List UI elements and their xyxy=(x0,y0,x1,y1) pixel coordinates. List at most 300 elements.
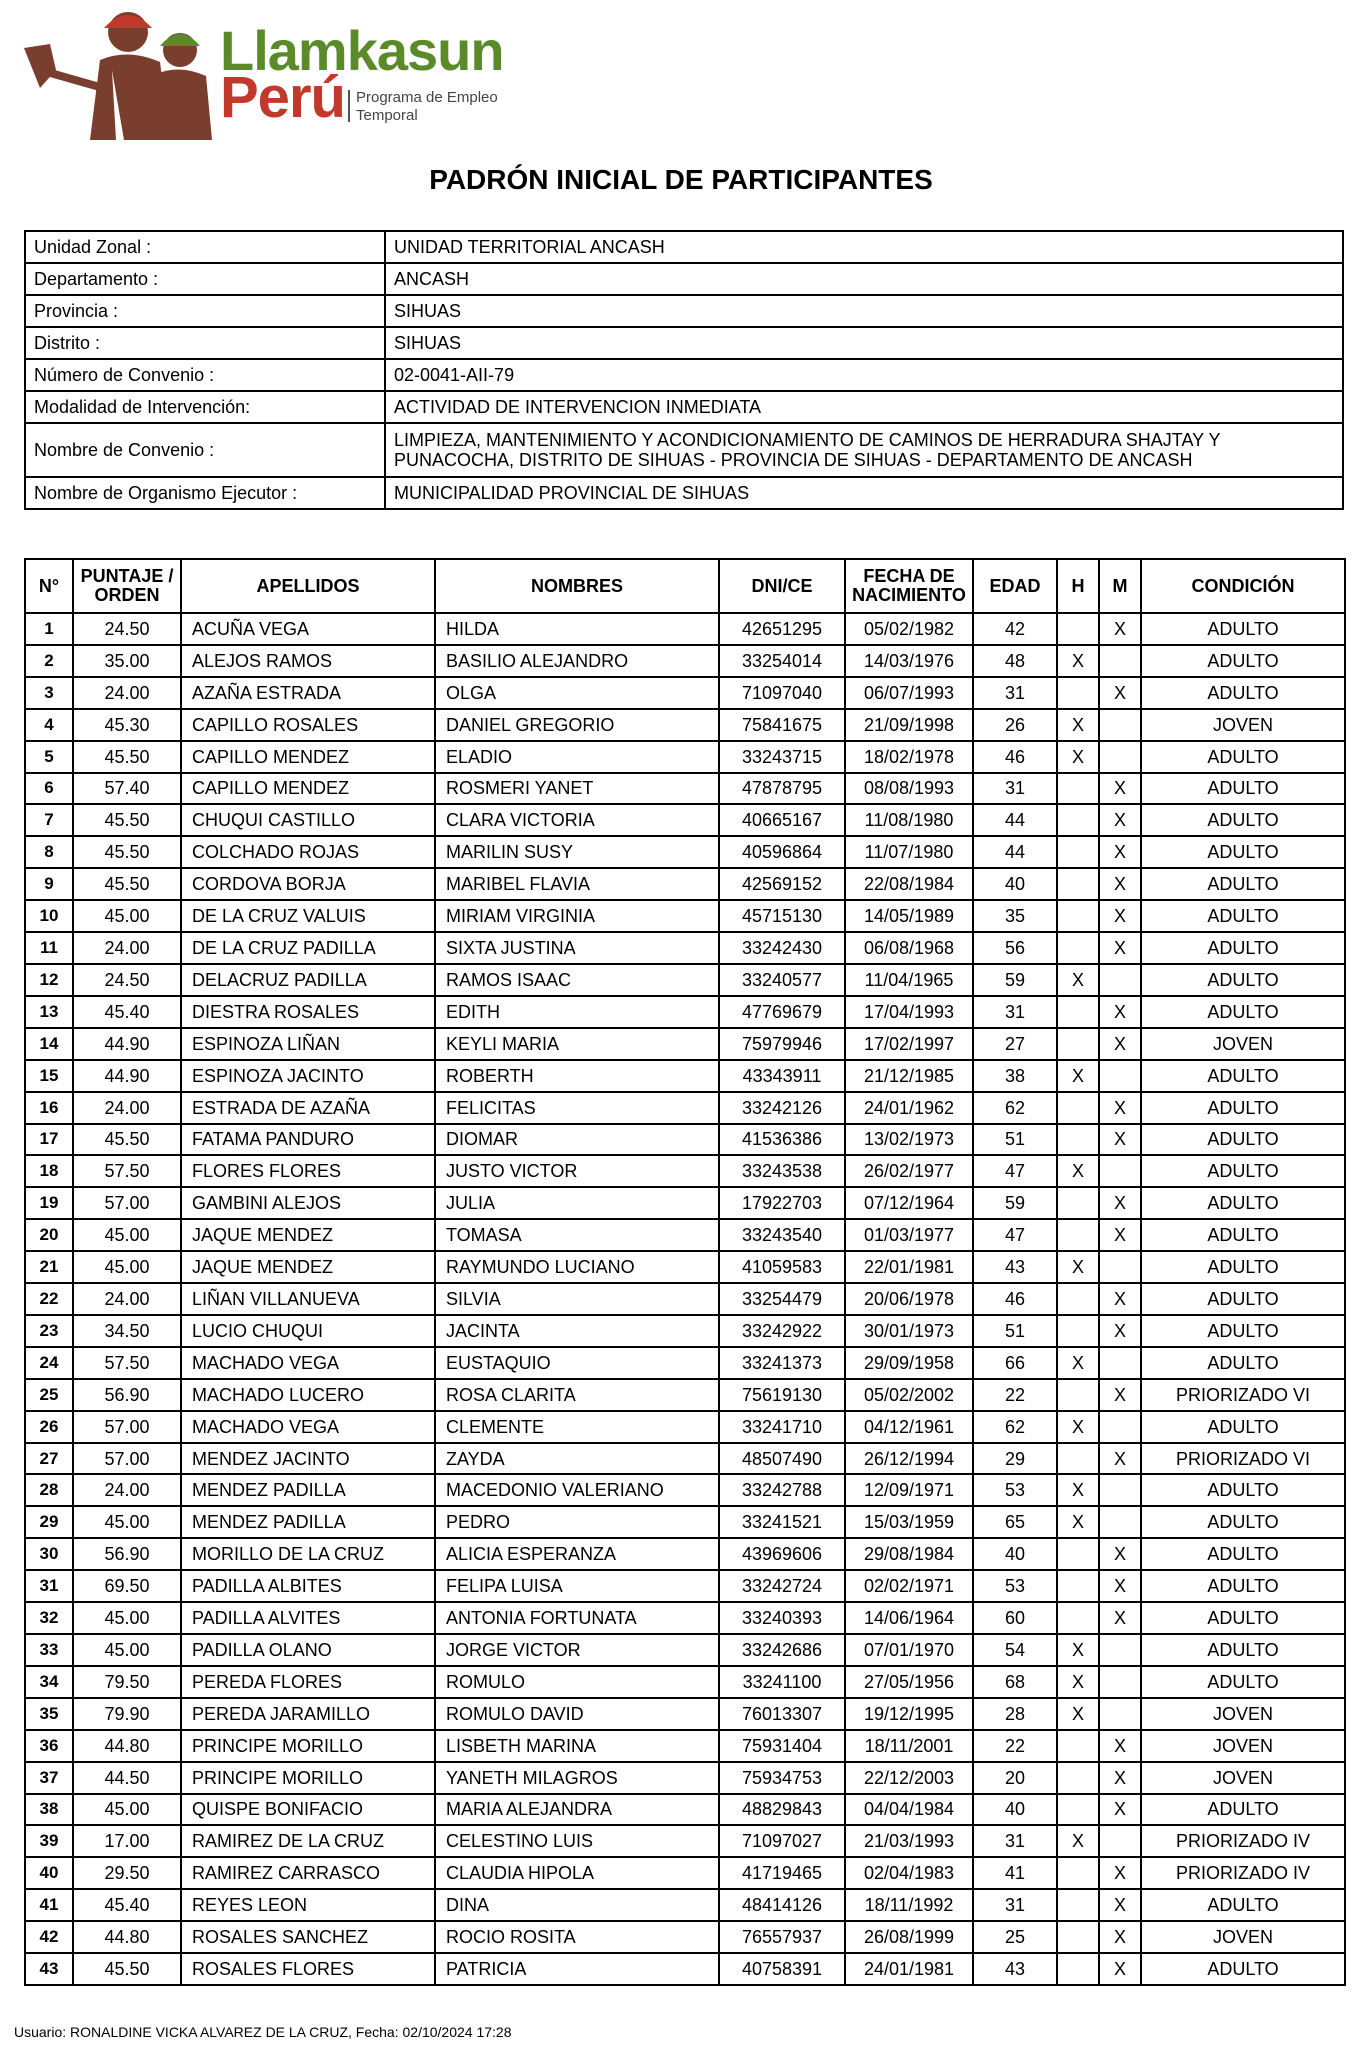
table-cell: ADULTO xyxy=(1141,1889,1345,1921)
table-cell: 7 xyxy=(25,804,73,836)
table-cell: 26/02/1977 xyxy=(845,1155,973,1187)
table-cell: 48 xyxy=(973,645,1057,677)
table-cell: JUSTO VICTOR xyxy=(435,1155,719,1187)
table-cell: X xyxy=(1099,836,1141,868)
table-cell: PEDRO xyxy=(435,1506,719,1538)
table-row xyxy=(25,1794,1345,1826)
table-cell: 24 xyxy=(25,1347,73,1379)
table-cell: 18/11/1992 xyxy=(845,1889,973,1921)
table-cell xyxy=(1057,868,1099,900)
table-cell xyxy=(1057,1379,1099,1411)
table-cell: ADULTO xyxy=(1141,1570,1345,1602)
table-cell xyxy=(1099,1825,1141,1857)
table-row xyxy=(25,932,1345,964)
table-cell: JAQUE MENDEZ xyxy=(181,1219,435,1251)
table-cell: ROSALES SANCHEZ xyxy=(181,1921,435,1953)
table-cell: 43 xyxy=(973,1953,1057,1985)
table-cell: PEREDA JARAMILLO xyxy=(181,1698,435,1730)
table-cell: 51 xyxy=(973,1124,1057,1156)
table-cell: 24.50 xyxy=(73,613,181,645)
table-cell xyxy=(1099,741,1141,773)
table-cell: 33242686 xyxy=(719,1634,845,1666)
table-row xyxy=(25,1634,1345,1666)
table-cell: ALICIA ESPERANZA xyxy=(435,1538,719,1570)
table-cell: 40 xyxy=(973,1538,1057,1570)
table-cell xyxy=(1057,1124,1099,1156)
table-cell: 12 xyxy=(25,964,73,996)
table-cell: X xyxy=(1057,1698,1099,1730)
table-row xyxy=(25,1347,1345,1379)
table-cell: LUCIO CHUQUI xyxy=(181,1315,435,1347)
table-cell: X xyxy=(1057,1155,1099,1187)
table-cell: 24.00 xyxy=(73,932,181,964)
table-cell: 35.00 xyxy=(73,645,181,677)
table-cell: 47769679 xyxy=(719,996,845,1028)
table-cell xyxy=(1057,1762,1099,1794)
table-cell: 41059583 xyxy=(719,1251,845,1283)
participants-table xyxy=(24,558,1346,1986)
table-row xyxy=(25,1283,1345,1315)
column-header: DNI/CE xyxy=(719,559,845,613)
table-cell: LIÑAN VILLANUEVA xyxy=(181,1283,435,1315)
table-cell: ADULTO xyxy=(1141,677,1345,709)
table-row xyxy=(25,1538,1345,1570)
table-cell: 8 xyxy=(25,836,73,868)
table-cell: MENDEZ PADILLA xyxy=(181,1506,435,1538)
table-cell: ADULTO xyxy=(1141,1315,1345,1347)
footer-user-timestamp: Usuario: RONALDINE VICKA ALVAREZ DE LA CRUZ, Fecha: 02/10/2024 17:28 xyxy=(14,2024,512,2040)
table-cell: 06/07/1993 xyxy=(845,677,973,709)
table-row xyxy=(25,1124,1345,1156)
table-cell: PATRICIA xyxy=(435,1953,719,1985)
table-cell: X xyxy=(1099,1283,1141,1315)
table-cell: X xyxy=(1099,1602,1141,1634)
table-cell: 38 xyxy=(973,1060,1057,1092)
table-cell: X xyxy=(1099,1124,1141,1156)
info-value: UNIDAD TERRITORIAL ANCASH xyxy=(385,231,1343,263)
table-cell: 22/12/2003 xyxy=(845,1762,973,1794)
table-cell: CAPILLO MENDEZ xyxy=(181,741,435,773)
table-cell: 10 xyxy=(25,900,73,932)
table-cell: 33 xyxy=(25,1634,73,1666)
table-cell: 27 xyxy=(25,1443,73,1475)
table-cell: X xyxy=(1099,613,1141,645)
table-row xyxy=(25,645,1345,677)
table-cell: 22 xyxy=(25,1283,73,1315)
table-row xyxy=(25,1219,1345,1251)
table-cell: 45.50 xyxy=(73,1953,181,1985)
table-cell: 71097027 xyxy=(719,1825,845,1857)
table-cell: JOVEN xyxy=(1141,1698,1345,1730)
table-cell xyxy=(1057,996,1099,1028)
table-cell xyxy=(1099,964,1141,996)
table-cell: 18 xyxy=(25,1155,73,1187)
table-row xyxy=(25,1857,1345,1889)
table-cell: 1 xyxy=(25,613,73,645)
table-cell: 12/09/1971 xyxy=(845,1474,973,1506)
table-cell: 14/06/1964 xyxy=(845,1602,973,1634)
table-cell: 6 xyxy=(25,773,73,805)
table-cell: 23 xyxy=(25,1315,73,1347)
table-cell xyxy=(1057,1092,1099,1124)
table-cell: X xyxy=(1057,1634,1099,1666)
table-cell: ADULTO xyxy=(1141,1251,1345,1283)
table-cell: 21 xyxy=(25,1251,73,1283)
table-cell xyxy=(1057,1219,1099,1251)
table-cell: LISBETH MARINA xyxy=(435,1730,719,1762)
table-cell: 31 xyxy=(973,996,1057,1028)
table-cell: 17 xyxy=(25,1124,73,1156)
table-cell: 45.00 xyxy=(73,1251,181,1283)
table-cell: 33242788 xyxy=(719,1474,845,1506)
table-cell: ADULTO xyxy=(1141,804,1345,836)
table-row xyxy=(25,1443,1345,1475)
table-cell: 05/02/1982 xyxy=(845,613,973,645)
table-cell: 48414126 xyxy=(719,1889,845,1921)
table-cell: ROMULO DAVID xyxy=(435,1698,719,1730)
logo-separator xyxy=(348,90,350,122)
table-cell: ROSMERI YANET xyxy=(435,773,719,805)
table-cell: 26 xyxy=(25,1411,73,1443)
table-cell: 56 xyxy=(973,932,1057,964)
table-cell xyxy=(1099,1698,1141,1730)
agreement-info-table xyxy=(24,230,1344,510)
table-cell: ADULTO xyxy=(1141,964,1345,996)
table-cell: X xyxy=(1099,1762,1141,1794)
table-cell: CHUQUI CASTILLO xyxy=(181,804,435,836)
table-cell: 57.00 xyxy=(73,1443,181,1475)
table-cell: 9 xyxy=(25,868,73,900)
table-row xyxy=(25,773,1345,805)
column-header: PUNTAJE / ORDEN xyxy=(73,559,181,613)
table-cell: 40 xyxy=(973,1794,1057,1826)
table-cell: CLEMENTE xyxy=(435,1411,719,1443)
table-cell: 47 xyxy=(973,1155,1057,1187)
table-cell: 47 xyxy=(973,1219,1057,1251)
table-cell: 45.00 xyxy=(73,1506,181,1538)
table-cell: 25 xyxy=(973,1921,1057,1953)
table-cell: BASILIO ALEJANDRO xyxy=(435,645,719,677)
table-cell: ADULTO xyxy=(1141,868,1345,900)
table-row xyxy=(25,1762,1345,1794)
table-cell: X xyxy=(1099,804,1141,836)
table-cell xyxy=(1099,1474,1141,1506)
table-cell: CAPILLO MENDEZ xyxy=(181,773,435,805)
table-cell: 47878795 xyxy=(719,773,845,805)
table-cell: X xyxy=(1099,996,1141,1028)
table-cell: 43969606 xyxy=(719,1538,845,1570)
table-cell: MORILLO DE LA CRUZ xyxy=(181,1538,435,1570)
table-row xyxy=(25,1602,1345,1634)
column-header: CONDICIÓN xyxy=(1141,559,1345,613)
table-cell: ESTRADA DE AZAÑA xyxy=(181,1092,435,1124)
table-row xyxy=(25,1730,1345,1762)
table-cell: 33254014 xyxy=(719,645,845,677)
table-cell: ADULTO xyxy=(1141,741,1345,773)
table-cell: CORDOVA BORJA xyxy=(181,868,435,900)
table-cell xyxy=(1099,1347,1141,1379)
program-logo xyxy=(20,0,520,145)
table-cell: X xyxy=(1099,868,1141,900)
table-cell: ADULTO xyxy=(1141,1602,1345,1634)
table-cell: FLORES FLORES xyxy=(181,1155,435,1187)
table-cell: MACHADO LUCERO xyxy=(181,1379,435,1411)
table-cell: 41536386 xyxy=(719,1124,845,1156)
table-cell: PRIORIZADO VI xyxy=(1141,1443,1345,1475)
info-row xyxy=(25,391,1343,423)
column-header: EDAD xyxy=(973,559,1057,613)
table-cell: ESPINOZA LIÑAN xyxy=(181,1028,435,1060)
table-cell: TOMASA xyxy=(435,1219,719,1251)
table-cell: 45.50 xyxy=(73,1124,181,1156)
table-cell: 44.50 xyxy=(73,1762,181,1794)
table-cell: ROMULO xyxy=(435,1666,719,1698)
table-row xyxy=(25,1028,1345,1060)
table-row xyxy=(25,804,1345,836)
table-cell: 28 xyxy=(25,1474,73,1506)
table-cell: 15 xyxy=(25,1060,73,1092)
table-cell: 13 xyxy=(25,996,73,1028)
table-cell: 75841675 xyxy=(719,709,845,741)
table-cell xyxy=(1057,1570,1099,1602)
table-cell: SIXTA JUSTINA xyxy=(435,932,719,964)
table-row xyxy=(25,996,1345,1028)
table-cell: 2 xyxy=(25,645,73,677)
table-cell: JOVEN xyxy=(1141,1921,1345,1953)
table-cell: 4 xyxy=(25,709,73,741)
table-cell: RAMIREZ CARRASCO xyxy=(181,1857,435,1889)
table-row xyxy=(25,1825,1345,1857)
table-cell xyxy=(1099,1155,1141,1187)
table-row xyxy=(25,1411,1345,1443)
table-cell: EDITH xyxy=(435,996,719,1028)
table-cell: 24/01/1962 xyxy=(845,1092,973,1124)
table-row xyxy=(25,1570,1345,1602)
table-cell: 21/03/1993 xyxy=(845,1825,973,1857)
table-cell: 62 xyxy=(973,1411,1057,1443)
logo-wordmark-llamkasun: Llamkasun xyxy=(220,19,504,82)
table-row xyxy=(25,1187,1345,1219)
table-cell: 79.90 xyxy=(73,1698,181,1730)
table-cell: X xyxy=(1099,932,1141,964)
table-cell: 31 xyxy=(973,773,1057,805)
table-cell: DELACRUZ PADILLA xyxy=(181,964,435,996)
info-row xyxy=(25,327,1343,359)
table-cell xyxy=(1099,1251,1141,1283)
table-cell: 30/01/1973 xyxy=(845,1315,973,1347)
table-row xyxy=(25,1092,1345,1124)
table-cell: 05/02/2002 xyxy=(845,1379,973,1411)
table-cell: COLCHADO ROJAS xyxy=(181,836,435,868)
table-cell: PADILLA ALBITES xyxy=(181,1570,435,1602)
table-cell: ADULTO xyxy=(1141,1474,1345,1506)
table-cell: 31 xyxy=(973,1825,1057,1857)
table-cell xyxy=(1057,773,1099,805)
table-cell: REYES LEON xyxy=(181,1889,435,1921)
table-cell: 31 xyxy=(973,677,1057,709)
table-cell: 57.00 xyxy=(73,1411,181,1443)
info-value: 02-0041-AII-79 xyxy=(385,359,1343,391)
table-row xyxy=(25,613,1345,645)
table-cell: 44 xyxy=(973,804,1057,836)
column-header: H xyxy=(1057,559,1099,613)
table-cell: 59 xyxy=(973,964,1057,996)
table-cell: JAQUE MENDEZ xyxy=(181,1251,435,1283)
table-cell: ADULTO xyxy=(1141,1538,1345,1570)
table-row xyxy=(25,900,1345,932)
table-cell: 44 xyxy=(973,836,1057,868)
table-cell: RAMOS ISAAC xyxy=(435,964,719,996)
table-cell: 11 xyxy=(25,932,73,964)
table-cell: PADILLA OLANO xyxy=(181,1634,435,1666)
table-cell xyxy=(1057,1857,1099,1889)
table-cell: 57.00 xyxy=(73,1187,181,1219)
table-cell: X xyxy=(1057,1411,1099,1443)
table-cell xyxy=(1099,1506,1141,1538)
table-cell: MARILIN SUSY xyxy=(435,836,719,868)
table-cell: 30 xyxy=(25,1538,73,1570)
table-cell: PRIORIZADO IV xyxy=(1141,1857,1345,1889)
table-cell: PADILLA ALVITES xyxy=(181,1602,435,1634)
table-row xyxy=(25,836,1345,868)
table-cell: X xyxy=(1057,645,1099,677)
table-cell: ADULTO xyxy=(1141,645,1345,677)
table-cell: 36 xyxy=(25,1730,73,1762)
table-cell: ADULTO xyxy=(1141,613,1345,645)
table-cell: ROSA CLARITA xyxy=(435,1379,719,1411)
table-cell: 14/03/1976 xyxy=(845,645,973,677)
table-cell: JORGE VICTOR xyxy=(435,1634,719,1666)
table-cell: JOVEN xyxy=(1141,709,1345,741)
table-cell: CAPILLO ROSALES xyxy=(181,709,435,741)
table-cell xyxy=(1057,1889,1099,1921)
table-cell: MARIA ALEJANDRA xyxy=(435,1794,719,1826)
table-cell: MENDEZ JACINTO xyxy=(181,1443,435,1475)
table-cell: 17/02/1997 xyxy=(845,1028,973,1060)
page-title: PADRÓN INICIAL DE PARTICIPANTES xyxy=(429,164,933,195)
table-cell: DE LA CRUZ PADILLA xyxy=(181,932,435,964)
logo-subtitle-line2: Temporal xyxy=(356,107,418,124)
table-cell: 24.50 xyxy=(73,964,181,996)
table-cell: 57.40 xyxy=(73,773,181,805)
table-cell: 02/04/1983 xyxy=(845,1857,973,1889)
table-cell: 22 xyxy=(973,1379,1057,1411)
table-cell: 45.40 xyxy=(73,996,181,1028)
table-cell: ADULTO xyxy=(1141,1347,1345,1379)
table-cell: 40596864 xyxy=(719,836,845,868)
table-cell: ROCIO ROSITA xyxy=(435,1921,719,1953)
table-cell: 31 xyxy=(25,1570,73,1602)
table-cell: 51 xyxy=(973,1315,1057,1347)
table-cell: 75979946 xyxy=(719,1028,845,1060)
table-cell: PEREDA FLORES xyxy=(181,1666,435,1698)
table-cell: RAMIREZ DE LA CRUZ xyxy=(181,1825,435,1857)
table-cell: 21/09/1998 xyxy=(845,709,973,741)
table-cell xyxy=(1099,709,1141,741)
table-cell xyxy=(1057,1028,1099,1060)
table-cell: ESPINOZA JACINTO xyxy=(181,1060,435,1092)
table-cell xyxy=(1057,804,1099,836)
table-cell xyxy=(1057,1187,1099,1219)
table-cell: 20 xyxy=(973,1762,1057,1794)
table-cell: 43 xyxy=(973,1251,1057,1283)
table-cell: X xyxy=(1057,964,1099,996)
table-cell: MENDEZ PADILLA xyxy=(181,1474,435,1506)
table-cell: 57.50 xyxy=(73,1347,181,1379)
table-cell: 45.50 xyxy=(73,836,181,868)
table-cell: 57.50 xyxy=(73,1155,181,1187)
table-cell: 40758391 xyxy=(719,1953,845,1985)
table-cell: 33241373 xyxy=(719,1347,845,1379)
table-cell: 71097040 xyxy=(719,677,845,709)
table-cell: DIESTRA ROSALES xyxy=(181,996,435,1028)
table-cell: 41 xyxy=(973,1857,1057,1889)
info-row xyxy=(25,477,1343,509)
table-cell: X xyxy=(1099,1315,1141,1347)
table-cell: 43 xyxy=(25,1953,73,1985)
table-cell: JOVEN xyxy=(1141,1730,1345,1762)
table-row xyxy=(25,1953,1345,1985)
info-label: Nombre de Organismo Ejecutor : xyxy=(25,477,385,509)
table-cell: 33243540 xyxy=(719,1219,845,1251)
table-cell: 31 xyxy=(973,1889,1057,1921)
table-cell xyxy=(1057,836,1099,868)
table-cell: X xyxy=(1099,1443,1141,1475)
column-header: M xyxy=(1099,559,1141,613)
info-label: Nombre de Convenio : xyxy=(25,423,385,477)
table-cell: X xyxy=(1099,1570,1141,1602)
table-cell: 33243538 xyxy=(719,1155,845,1187)
table-cell: 46 xyxy=(973,1283,1057,1315)
table-cell: 24.00 xyxy=(73,677,181,709)
info-row xyxy=(25,423,1343,477)
column-header: APELLIDOS xyxy=(181,559,435,613)
table-cell: 66 xyxy=(973,1347,1057,1379)
table-cell: 41719465 xyxy=(719,1857,845,1889)
table-cell: SILVIA xyxy=(435,1283,719,1315)
table-cell: ACUÑA VEGA xyxy=(181,613,435,645)
table-cell: 43343911 xyxy=(719,1060,845,1092)
table-cell xyxy=(1099,645,1141,677)
table-cell: AZAÑA ESTRADA xyxy=(181,677,435,709)
info-label: Provincia : xyxy=(25,295,385,327)
table-cell: 06/08/1968 xyxy=(845,932,973,964)
table-cell: ADULTO xyxy=(1141,1411,1345,1443)
table-cell: X xyxy=(1057,1251,1099,1283)
table-cell: 33242922 xyxy=(719,1315,845,1347)
table-cell: 75619130 xyxy=(719,1379,845,1411)
table-cell: 45.00 xyxy=(73,1219,181,1251)
table-cell: X xyxy=(1099,1379,1141,1411)
table-cell: 08/08/1993 xyxy=(845,773,973,805)
table-cell: 45.00 xyxy=(73,1634,181,1666)
table-cell: ADULTO xyxy=(1141,1060,1345,1092)
table-cell: 14 xyxy=(25,1028,73,1060)
table-cell: 40 xyxy=(25,1857,73,1889)
table-cell: X xyxy=(1057,741,1099,773)
table-cell: PRINCIPE MORILLO xyxy=(181,1730,435,1762)
table-cell: 56.90 xyxy=(73,1379,181,1411)
info-value: SIHUAS xyxy=(385,327,1343,359)
table-cell: GAMBINI ALEJOS xyxy=(181,1187,435,1219)
table-cell: 33254479 xyxy=(719,1283,845,1315)
table-cell: 56.90 xyxy=(73,1538,181,1570)
table-cell: ELADIO xyxy=(435,741,719,773)
table-cell: 04/12/1961 xyxy=(845,1411,973,1443)
table-cell: X xyxy=(1099,1857,1141,1889)
table-row xyxy=(25,1698,1345,1730)
table-cell: FELICITAS xyxy=(435,1092,719,1124)
